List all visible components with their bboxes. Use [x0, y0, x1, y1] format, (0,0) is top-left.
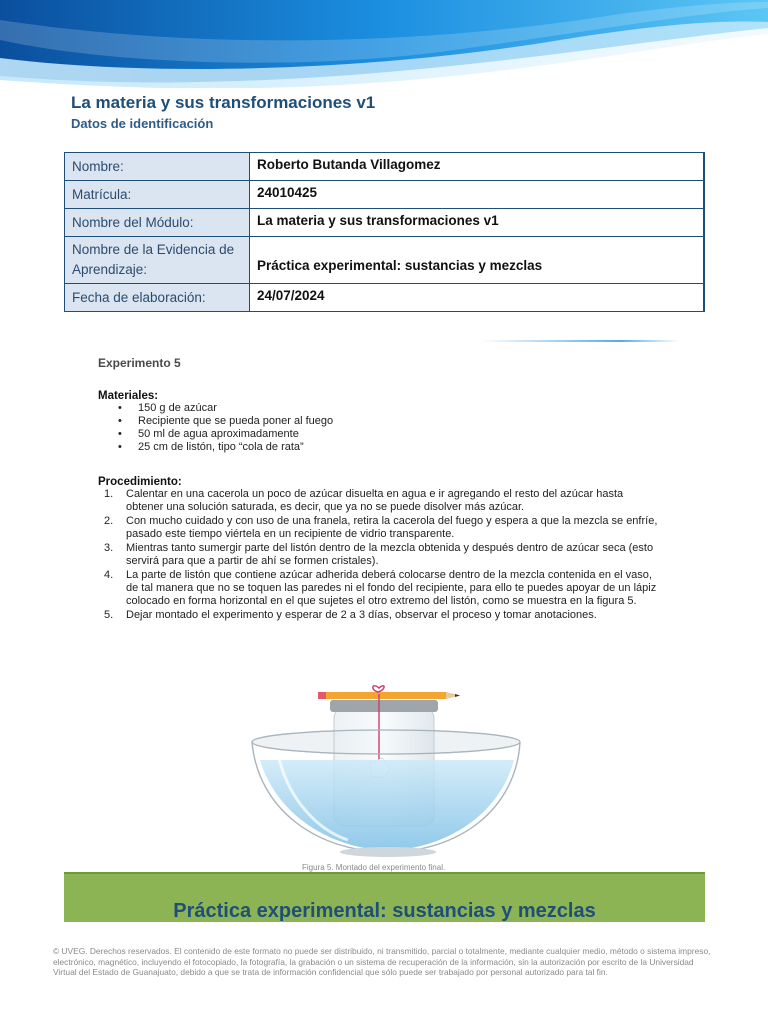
row-label-matricula: Matrícula: [65, 181, 250, 209]
step-text: Con mucho cuidado y con uso de una franela, retira la cacerola del fuego y espera a que la mezcla se enfríe, pasado este tiempo viértela en un recipiente de vidrio transparente. [126, 515, 658, 540]
document-title: La materia y sus transformaciones v1 [71, 93, 376, 112]
procedure-title: Procedimiento: [98, 476, 182, 488]
step-text: La parte de listón que contiene azúcar adherida deberá colocarse dentro de la mezcla contenida en el vaso, de tal manera que no se toquen las paredes ni el fondo del recipiente, para ello te puedes apoyar de un lápiz colocado en forma horizontal en el que sujetes el otro extremo del listón, como se muestra en la figura 5. [126, 569, 657, 607]
materials-title: Materiales: [98, 390, 159, 402]
list-item: • 150 g de azúcar [118, 402, 658, 415]
row-value-evidencia: Práctica experimental: sustancias y mezclas [250, 237, 705, 284]
row-label-evidencia-line1: Nombre de la Evidencia de [72, 242, 235, 257]
header-wave-banner [0, 0, 768, 88]
step-number: 5. [104, 609, 114, 621]
procedure-list [104, 488, 658, 622]
experiment-section [98, 356, 658, 623]
document-subtitle: Datos de identificación [71, 116, 214, 131]
list-item [104, 515, 658, 541]
step-number: 2. [104, 515, 114, 527]
figure-caption: Figura 5. Montado del experimento final. [302, 863, 446, 872]
row-label-modulo: Nombre del Módulo: [65, 209, 250, 237]
list-item [104, 542, 658, 568]
step-text: Mientras tanto sumergir parte del listón dentro de la mezcla obtenida y después dentro de azúcar seca (esto servirá para que a partir de ahí se formen cristales). [126, 542, 654, 567]
row-label-evidencia-line2: Aprendizaje: [72, 262, 148, 277]
list-item: • Recipiente que se pueda poner al fuego [118, 415, 658, 428]
table-row [65, 209, 705, 237]
list-item [104, 488, 658, 514]
table-row [65, 153, 705, 181]
list-item [104, 569, 658, 608]
identification-table [64, 152, 705, 312]
step-number: 4. [104, 569, 114, 581]
copyright-footer: © UVEG. Derechos reservados. El contenido de este formato no puede ser distribuido, ni transmitido, parcial o totalmente, mediante cualquier medio, método o sistema impreso, electrónico, magnético, incluyendo el fotocopiado, la fotografía, la grabación o un sistema de recuperación de la información, sin la autorización por escrito de la Universidad Virtual del Estado de Guanajuato, debido a que se trata de información confidencial que sólo puede ser trabajado por personal autorizado para tal fin. [53, 946, 711, 977]
experiment-title: Experimento 5 [98, 356, 181, 370]
row-value-matricula: 24010425 [250, 181, 705, 209]
row-value-nombre: Roberto Butanda Villagomez [250, 153, 705, 181]
decorative-line [480, 340, 680, 342]
list-item: • 25 cm de listón, tipo “cola de rata” [118, 441, 658, 454]
row-value-modulo: La materia y sus transformaciones v1 [250, 209, 705, 237]
row-label-evidencia [65, 237, 250, 284]
title-banner [64, 872, 705, 922]
materials-list [118, 402, 658, 454]
list-item [104, 609, 658, 622]
row-label-fecha: Fecha de elaboración: [65, 284, 250, 312]
step-text: Calentar en una cacerola un poco de azúcar disuelta en agua e ir agregando el resto del azúcar hasta obtener una solución saturada, es decir, que ya no se puede disolver más azúcar. [126, 488, 624, 513]
row-label-nombre: Nombre: [65, 153, 250, 181]
experiment-figure-illustration [248, 680, 534, 860]
table-row [65, 284, 705, 312]
step-number: 1. [104, 488, 114, 500]
step-text: Dejar montado el experimento y esperar de 2 a 3 días, observar el proceso y tomar anotaciones. [126, 609, 597, 621]
row-value-fecha: 24/07/2024 [250, 284, 705, 312]
table-row [65, 181, 705, 209]
list-item: • 50 ml de agua aproximadamente [118, 428, 658, 441]
banner-title: Práctica experimental: sustancias y mezclas [173, 900, 596, 922]
table-row [65, 237, 705, 284]
step-number: 3. [104, 542, 114, 554]
